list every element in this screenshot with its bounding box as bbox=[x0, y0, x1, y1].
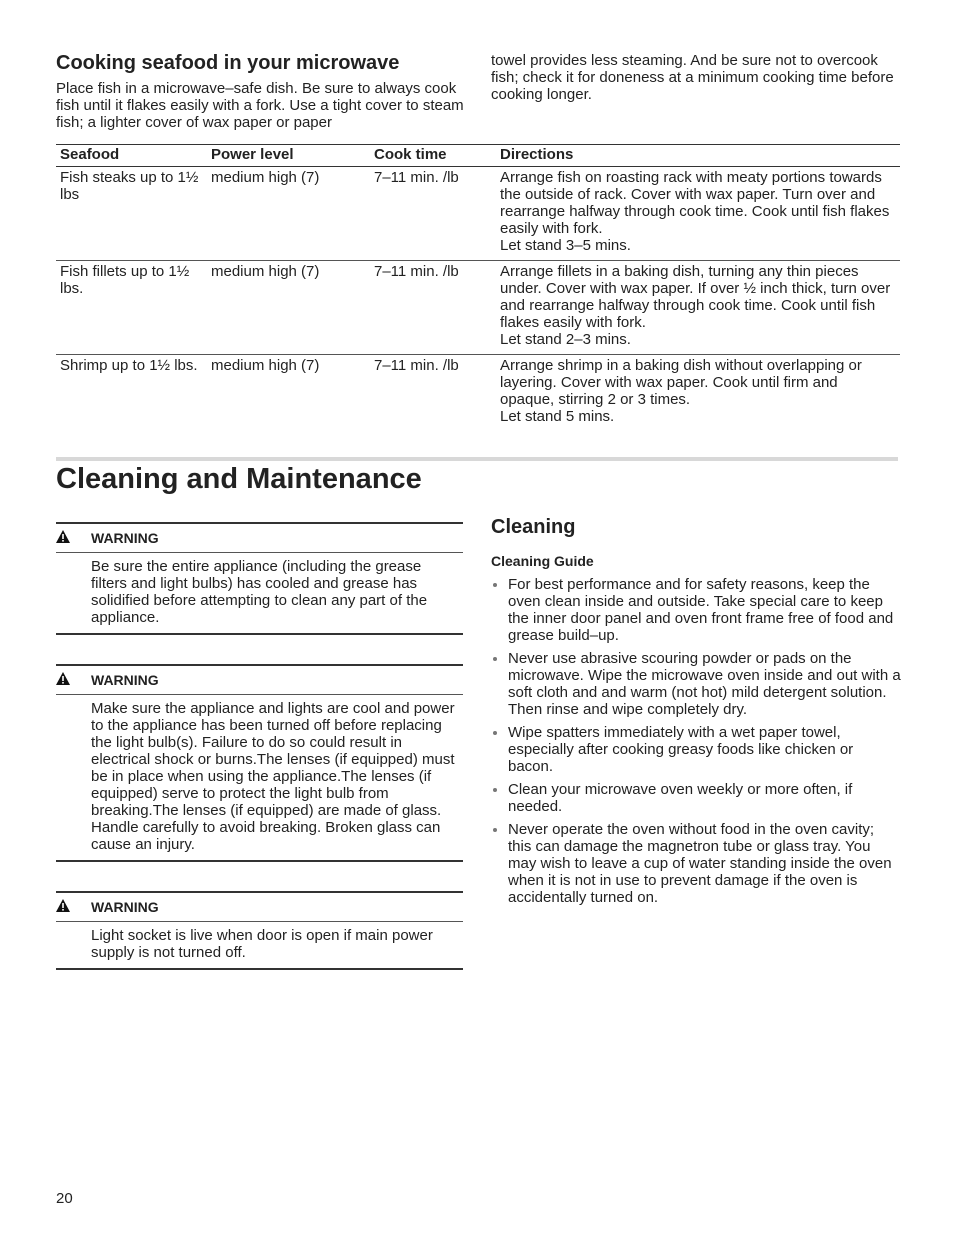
cleaning-guide-title: Cleaning Guide bbox=[491, 553, 594, 569]
cell-seafood: Fish steaks up to 1½ lbs bbox=[56, 167, 207, 261]
cleaning-title: Cleaning bbox=[491, 516, 576, 538]
warning-label: WARNING bbox=[91, 530, 159, 546]
stand-time: Let stand 2‒3 mins. bbox=[500, 331, 631, 348]
stand-time: Let stand 3‒5 mins. bbox=[500, 237, 631, 254]
warning-label: WARNING bbox=[91, 672, 159, 688]
page-number: 20 bbox=[56, 1190, 73, 1207]
list-item bbox=[491, 650, 901, 718]
cell-power: medium high (7) bbox=[207, 167, 370, 261]
warning-header bbox=[56, 524, 463, 553]
list-item-text: For best performance and for safety reasons, keep the oven clean inside and outside. Take special care to keep the inner door panel and oven front frame free of food and grease build‒up. bbox=[508, 576, 894, 644]
cell-power: medium high (7) bbox=[211, 357, 320, 374]
bullet-dot-icon bbox=[493, 657, 497, 661]
list-item bbox=[491, 576, 901, 644]
list-item bbox=[491, 724, 901, 775]
warning-header bbox=[56, 893, 463, 922]
seafood-intro-left: Place fish in a microwave‒safe dish. Be sure to always cook fish until it flakes easily with a fork. Use a tight cover to steam fish; a lighter cover of wax paper or paper bbox=[56, 80, 464, 131]
warning-text: Be sure the entire appliance (including the grease filters and light bulbs) has cooled and grease has solidified before attempting to clean any part of the appliance. bbox=[91, 558, 428, 626]
warning-header bbox=[56, 666, 463, 695]
table-row bbox=[56, 355, 900, 432]
seafood-intro-right: towel provides less steaming. And be sure not to overcook fish; check it for doneness at a minimum cooking time before cooking longer. bbox=[491, 52, 894, 103]
seafood-section-title: Cooking seafood in your microwave bbox=[56, 52, 400, 74]
header-power-level: Power level bbox=[207, 145, 370, 167]
cell-directions bbox=[496, 261, 900, 355]
list-item-text: Clean your microwave oven weekly or more often, if needed. bbox=[508, 781, 853, 815]
bullet-dot-icon bbox=[493, 731, 497, 735]
warning-text: Make sure the appliance and lights are cool and power to the appliance has been turned off before replacing the light bulb(s). Failure to do so could result in electrical shock or burns.The lenses (if equipped) must be in place when using the appliance.The lenses (if equipped) serve to protect the light bulb from breaking.The lenses (if equipped) are made of glass. Handle carefully to avoid breaking. Broken glass can cause an injury. bbox=[91, 700, 455, 853]
table-header-row bbox=[56, 145, 900, 167]
list-item-text: Never operate the oven without food in the oven cavity; this can damage the magnetron tube or glass tray. You may wish to leave a cup of water standing inside the oven when it is not in use to prevent damage if the oven is accidentally turned on. bbox=[508, 821, 892, 906]
cell-time: 7‒11 min. /lb bbox=[370, 261, 496, 355]
warning-triangle-icon bbox=[56, 672, 70, 685]
cell-seafood: Shrimp up to 1½ lbs. bbox=[60, 357, 198, 374]
warning-box-2 bbox=[56, 664, 463, 862]
warning-text: Light socket is live when door is open if main power supply is not turned off. bbox=[91, 927, 433, 961]
cleaning-list bbox=[491, 576, 901, 912]
maintenance-title: Cleaning and Maintenance bbox=[56, 463, 422, 495]
header-cook-time: Cook time bbox=[370, 145, 496, 167]
header-seafood: Seafood bbox=[56, 145, 207, 167]
warning-triangle-icon bbox=[56, 899, 70, 912]
list-item-text: Wipe spatters immediately with a wet paper towel, especially after cooking greasy foods like chicken or bacon. bbox=[508, 724, 854, 775]
bullet-dot-icon bbox=[493, 583, 497, 587]
warning-box-3 bbox=[56, 891, 463, 970]
stand-time: Let stand 5 mins. bbox=[500, 408, 615, 425]
table-row bbox=[56, 261, 900, 355]
directions-text: Arrange fish on roasting rack with meaty portions towards the outside of rack. Cover with wax paper. Turn over and rearrange halfway through cook time. Cook until fish flakes easily with fork. bbox=[500, 169, 890, 237]
bullet-dot-icon bbox=[493, 828, 497, 832]
cell-directions bbox=[496, 167, 900, 261]
warning-box-1 bbox=[56, 522, 463, 635]
list-item-text: Never use abrasive scouring powder or pads on the microwave. Wipe the microwave oven inside and out with a soft cloth and and warm (not hot) mild detergent solution. Then rinse and wipe completely dry. bbox=[508, 650, 901, 718]
warning-label: WARNING bbox=[91, 899, 159, 915]
list-item bbox=[491, 821, 901, 906]
cell-time: 7‒11 min. /lb bbox=[374, 357, 459, 374]
cell-time: 7‒11 min. /lb bbox=[370, 167, 496, 261]
bullet-dot-icon bbox=[493, 788, 497, 792]
cell-directions bbox=[496, 355, 900, 432]
seafood-table bbox=[56, 144, 900, 431]
cell-power: medium high (7) bbox=[207, 261, 370, 355]
directions-text: Arrange fillets in a baking dish, turning any thin pieces under. Cover with wax paper. If over ½ inch thick, turn over and rearrange halfway through cook time. Cook until fish flakes easily with fork. bbox=[500, 263, 891, 331]
cell-seafood: Fish fillets up to 1½ lbs. bbox=[56, 261, 207, 355]
table-row bbox=[56, 167, 900, 261]
list-item bbox=[491, 781, 901, 815]
directions-text: Arrange shrimp in a baking dish without overlapping or layering. Cover with wax paper. Cook until firm and opaque, stirring 2 or 3 times. bbox=[500, 357, 862, 408]
header-directions: Directions bbox=[496, 145, 900, 167]
warning-triangle-icon bbox=[56, 530, 70, 543]
